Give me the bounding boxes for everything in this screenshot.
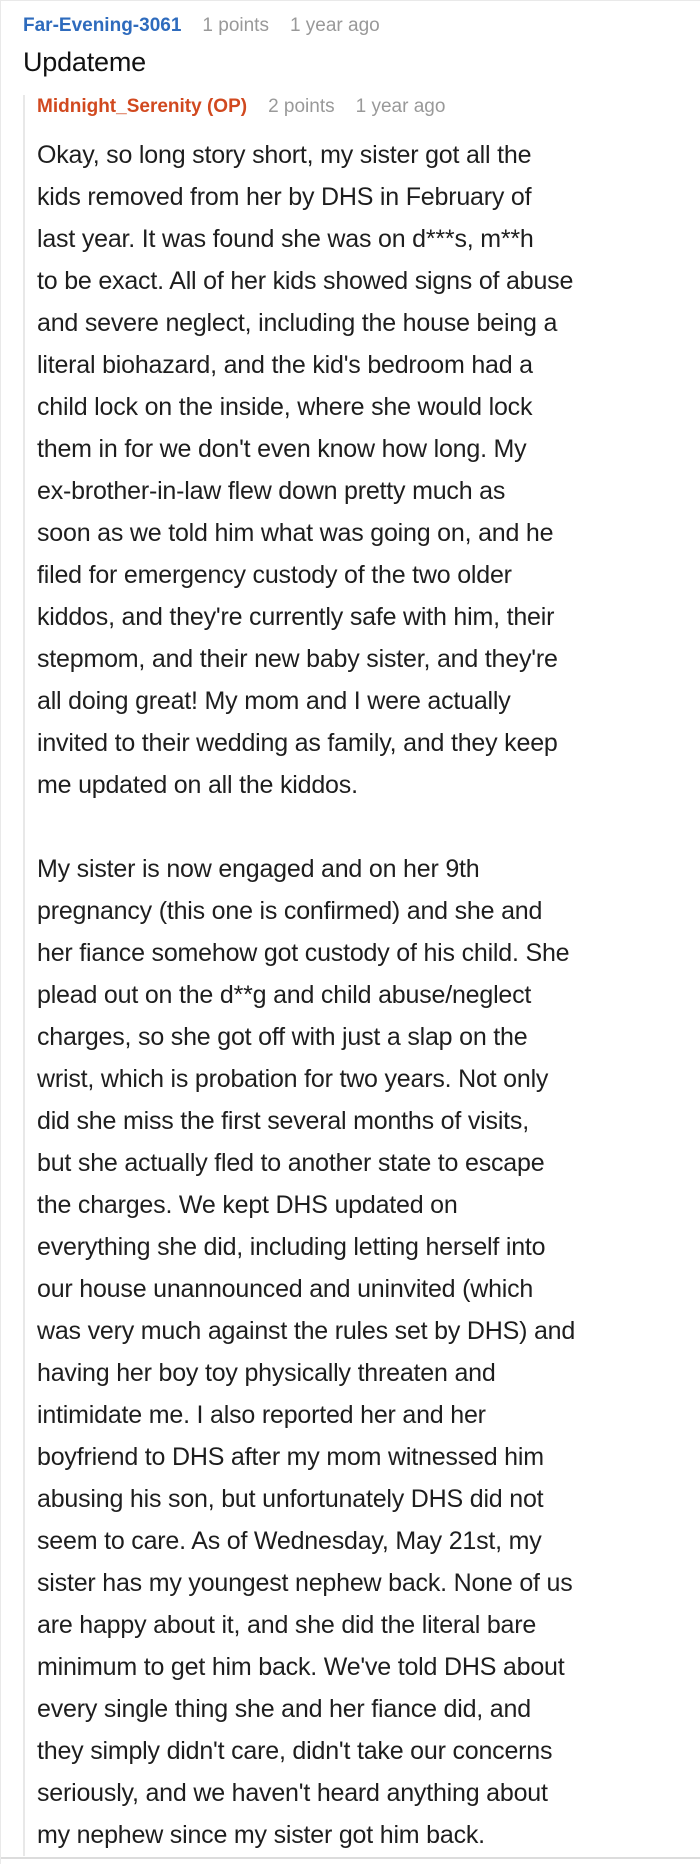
text-line: kiddos, and they're currently safe with him, their xyxy=(37,603,555,631)
text-line: my nephew since my sister got him back. xyxy=(37,1821,485,1849)
text-line: stepmom, and their new baby sister, and they're xyxy=(37,645,558,673)
text-line: was very much against the rules set by DHS) and xyxy=(37,1317,576,1345)
text-line: the charges. We kept DHS updated on xyxy=(37,1191,458,1219)
text-line: literal biohazard, and the kid's bedroom had a xyxy=(37,351,533,379)
comment-header xyxy=(23,14,700,37)
comment-body: Updateme xyxy=(23,47,146,77)
text-line: seriously, and we haven't heard anything about xyxy=(37,1779,548,1807)
text-line: abusing his son, but unfortunately DHS did not xyxy=(37,1485,544,1513)
text-line: sister has my youngest nephew back. None of us xyxy=(37,1569,573,1597)
text-line: they simply didn't care, didn't take our concerns xyxy=(37,1737,553,1765)
text-line: did she miss the first several months of visits, xyxy=(37,1107,529,1135)
text-line: invited to their wedding as family, and they keep xyxy=(37,729,558,757)
points-label: 1 points xyxy=(202,15,269,36)
text-line: ex-brother-in-law flew down pretty much as xyxy=(37,477,506,505)
text-line: seem to care. As of Wednesday, May 21st, my xyxy=(37,1527,542,1555)
text-line: wrist, which is probation for two years. Not only xyxy=(37,1065,549,1093)
paragraph xyxy=(37,134,700,806)
comment xyxy=(1,1,700,78)
text-line: having her boy toy physically threaten and xyxy=(37,1359,496,1387)
paragraph xyxy=(37,848,700,1856)
text-line: soon as we told him what was going on, and he xyxy=(37,519,554,547)
text-line: boyfriend to DHS after my mom witnessed him xyxy=(37,1443,544,1471)
text-line: them in for we don't even know how long. My xyxy=(37,435,527,463)
text-line: but she actually fled to another state to escape xyxy=(37,1149,545,1177)
text-line: kids removed from her by DHS in February of xyxy=(37,183,532,211)
reply-header xyxy=(37,95,700,118)
text-line: to be exact. All of her kids showed signs of abuse xyxy=(37,267,574,295)
points-label: 2 points xyxy=(268,96,335,117)
text-line: intimidate me. I also reported her and her xyxy=(37,1401,486,1429)
author-link-op[interactable]: Midnight_Serenity (OP) xyxy=(37,96,248,117)
text-line: everything she did, including letting herself into xyxy=(37,1233,546,1261)
timestamp: 1 year ago xyxy=(289,15,380,36)
text-line: plead out on the d**g and child abuse/neglect xyxy=(37,981,532,1009)
text-line: me updated on all the kiddos. xyxy=(37,771,358,799)
text-line: Okay, so long story short, my sister got all the xyxy=(37,141,532,169)
text-line: our house unannounced and uninvited (which xyxy=(37,1275,534,1303)
text-line: and severe neglect, including the house being a xyxy=(37,309,558,337)
text-line: My sister is now engaged and on her 9th xyxy=(37,855,480,883)
comment-body-text xyxy=(37,134,700,1856)
reply-comment xyxy=(23,95,700,1856)
text-line: filed for emergency custody of the two older xyxy=(37,561,512,589)
text-line: last year. It was found she was on d***s, m**h xyxy=(37,225,534,253)
text-line: charges, so she got off with just a slap on the xyxy=(37,1023,528,1051)
text-line: all doing great! My mom and I were actually xyxy=(37,687,511,715)
text-line: every single thing she and her fiance did, and xyxy=(37,1695,531,1723)
text-line: pregnancy (this one is confirmed) and she and xyxy=(37,897,543,925)
author-link[interactable]: Far-Evening-3061 xyxy=(23,15,182,36)
timestamp: 1 year ago xyxy=(355,96,446,117)
text-line: minimum to get him back. We've told DHS about xyxy=(37,1653,565,1681)
divider xyxy=(1,1857,700,1859)
text-line: her fiance somehow got custody of his child. She xyxy=(37,939,570,967)
text-line: are happy about it, and she did the literal bare xyxy=(37,1611,537,1639)
text-line: child lock on the inside, where she would lock xyxy=(37,393,533,421)
